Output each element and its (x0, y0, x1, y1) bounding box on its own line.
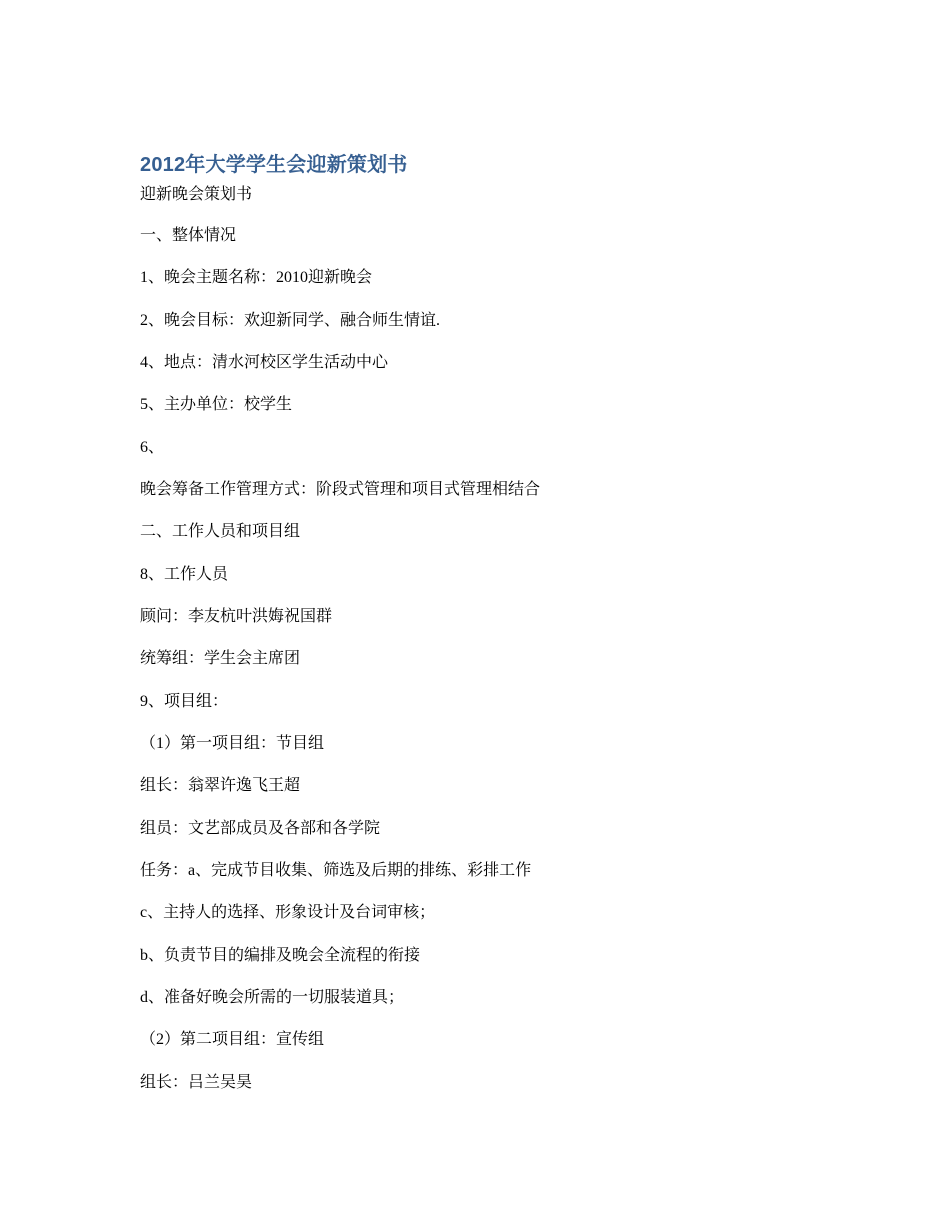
paragraph: d、准备好晚会所需的一切服装道具； (140, 989, 405, 1006)
paragraph: 二、工作人员和项目组 (140, 523, 301, 540)
paragraph: 2、晚会目标：欢迎新同学、融合师生情谊. (140, 312, 441, 329)
paragraph: 4、地点：清水河校区学生活动中心 (140, 354, 389, 371)
paragraph: b、负责节目的编排及晚会全流程的衔接 (140, 947, 421, 964)
paragraph: 任务：a、完成节目收集、筛选及后期的排练、彩排工作 (140, 862, 532, 879)
document-subtitle: 迎新晚会策划书 (140, 186, 253, 203)
paragraph: 8、工作人员 (140, 566, 229, 583)
paragraph: （2）第二项目组：宣传组 (140, 1031, 325, 1048)
paragraph: 一、整体情况 (140, 227, 237, 244)
paragraph: 6、 (140, 439, 165, 456)
paragraph: （1）第一项目组：节目组 (140, 735, 325, 752)
paragraph: 组员：文艺部成员及各部和各学院 (140, 820, 381, 837)
paragraph: 统筹组：学生会主席团 (140, 650, 301, 667)
paragraph: 晚会筹备工作管理方式：阶段式管理和项目式管理相结合 (140, 481, 541, 498)
paragraph: 组长：吕兰吴昊 (140, 1074, 253, 1091)
paragraph: 组长：翁翠许逸飞王超 (140, 777, 301, 794)
paragraph: 1、晚会主题名称：2010迎新晚会 (140, 269, 373, 286)
document-body (140, 150, 820, 1091)
paragraph: 9、项目组： (140, 693, 229, 710)
paragraph: 5、主办单位：校学生 (140, 396, 293, 413)
paragraph: 顾问：李友杭叶洪娒祝国群 (140, 608, 333, 625)
paragraph: c、主持人的选择、形象设计及台词审核； (140, 904, 436, 921)
document-title: 2012年大学学生会迎新策划书 (140, 154, 408, 176)
